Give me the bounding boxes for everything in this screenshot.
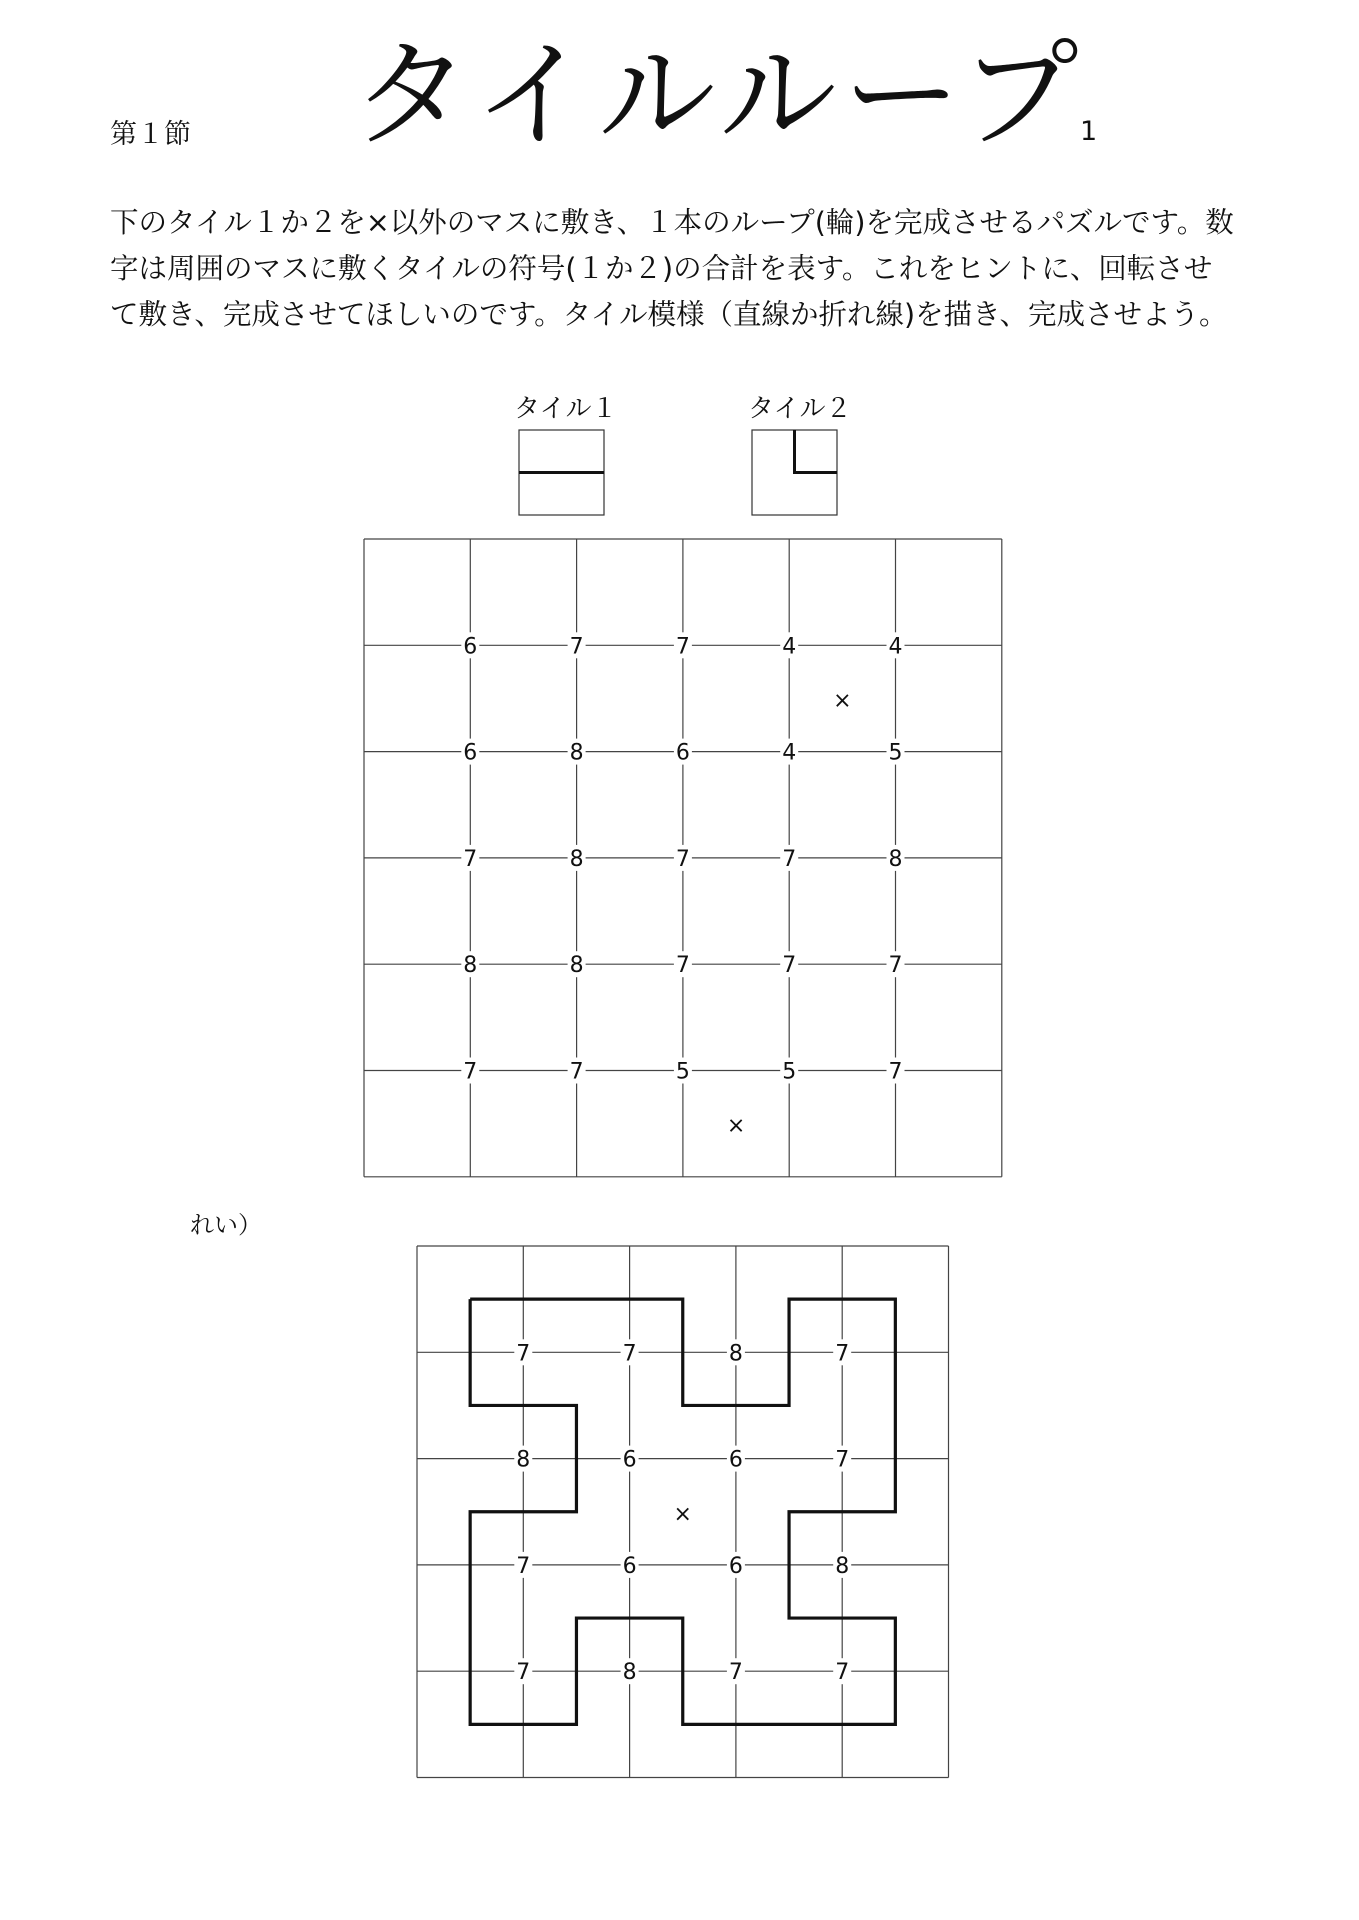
clue-number: 7 xyxy=(622,1341,637,1367)
blocked-cell-mark[interactable]: × xyxy=(833,688,852,714)
clue-number: 6 xyxy=(463,740,478,766)
clue-number: 7 xyxy=(835,1660,850,1686)
clue-number: 7 xyxy=(782,846,797,872)
clue-number: 7 xyxy=(569,1059,584,1085)
puzzle-grid xyxy=(364,539,1002,1177)
clue-number: 8 xyxy=(728,1341,743,1367)
clue-number: 8 xyxy=(569,953,584,979)
clue-number: 5 xyxy=(782,1059,797,1085)
clue-number: 7 xyxy=(675,953,690,979)
clue-number: 6 xyxy=(622,1447,637,1473)
tile2-icon xyxy=(752,430,837,515)
clue-number: 7 xyxy=(835,1341,850,1367)
clue-number: 5 xyxy=(888,740,903,766)
clue-number: 7 xyxy=(675,846,690,872)
clue-number: 7 xyxy=(675,634,690,660)
section-label: 第１節 xyxy=(110,119,191,150)
blocked-cell-mark[interactable]: × xyxy=(673,1501,692,1527)
clue-number: 4 xyxy=(888,634,903,660)
instruction-line: 字は周囲のマスに敷くタイルの符号(１か２)の合計を表す。これをヒントに、回転させ xyxy=(110,252,1213,285)
clue-number: 5 xyxy=(675,1059,690,1085)
clue-number: 8 xyxy=(622,1660,637,1686)
clue-number: 4 xyxy=(782,634,797,660)
clue-number: 6 xyxy=(728,1553,743,1579)
clue-number: 6 xyxy=(675,740,690,766)
clue-number: 7 xyxy=(516,1341,531,1367)
example-grid xyxy=(417,1246,949,1778)
clue-number: 8 xyxy=(888,846,903,872)
clue-number: 8 xyxy=(569,846,584,872)
clue-number: 7 xyxy=(835,1447,850,1473)
instruction-line: 下のタイル１か２を×以外のマスに敷き、１本のループ(輪)を完成させるパズルです。数 xyxy=(110,206,1234,239)
page-title: タイルループ xyxy=(352,26,1085,164)
clue-number: 6 xyxy=(728,1447,743,1473)
clue-number: 7 xyxy=(888,953,903,979)
clue-number: 8 xyxy=(516,1447,531,1473)
clue-number: 7 xyxy=(782,953,797,979)
tile1-icon xyxy=(519,430,604,515)
clue-number: 7 xyxy=(463,1059,478,1085)
clue-number: 8 xyxy=(463,953,478,979)
tile2-label: タイル２ xyxy=(748,394,852,424)
clue-number: 7 xyxy=(516,1660,531,1686)
clue-number: 7 xyxy=(463,846,478,872)
blocked-cell-mark[interactable]: × xyxy=(726,1113,746,1139)
clue-number: 7 xyxy=(728,1660,743,1686)
clue-number: 7 xyxy=(569,634,584,660)
tile1-label: タイル１ xyxy=(514,394,618,424)
example-label: れい） xyxy=(190,1211,262,1239)
clue-number: 8 xyxy=(835,1553,850,1579)
clue-number: 6 xyxy=(463,634,478,660)
instruction-line: て敷き、完成させてほしいのです。タイル模様（直線か折れ線)を描き、完成させよう。 xyxy=(110,298,1228,331)
page-number: 1 xyxy=(1080,116,1098,147)
clue-number: 7 xyxy=(516,1553,531,1579)
clue-number: 8 xyxy=(569,740,584,766)
clue-number: 4 xyxy=(782,740,797,766)
clue-number: 7 xyxy=(888,1059,903,1085)
clue-number: 6 xyxy=(622,1553,637,1579)
